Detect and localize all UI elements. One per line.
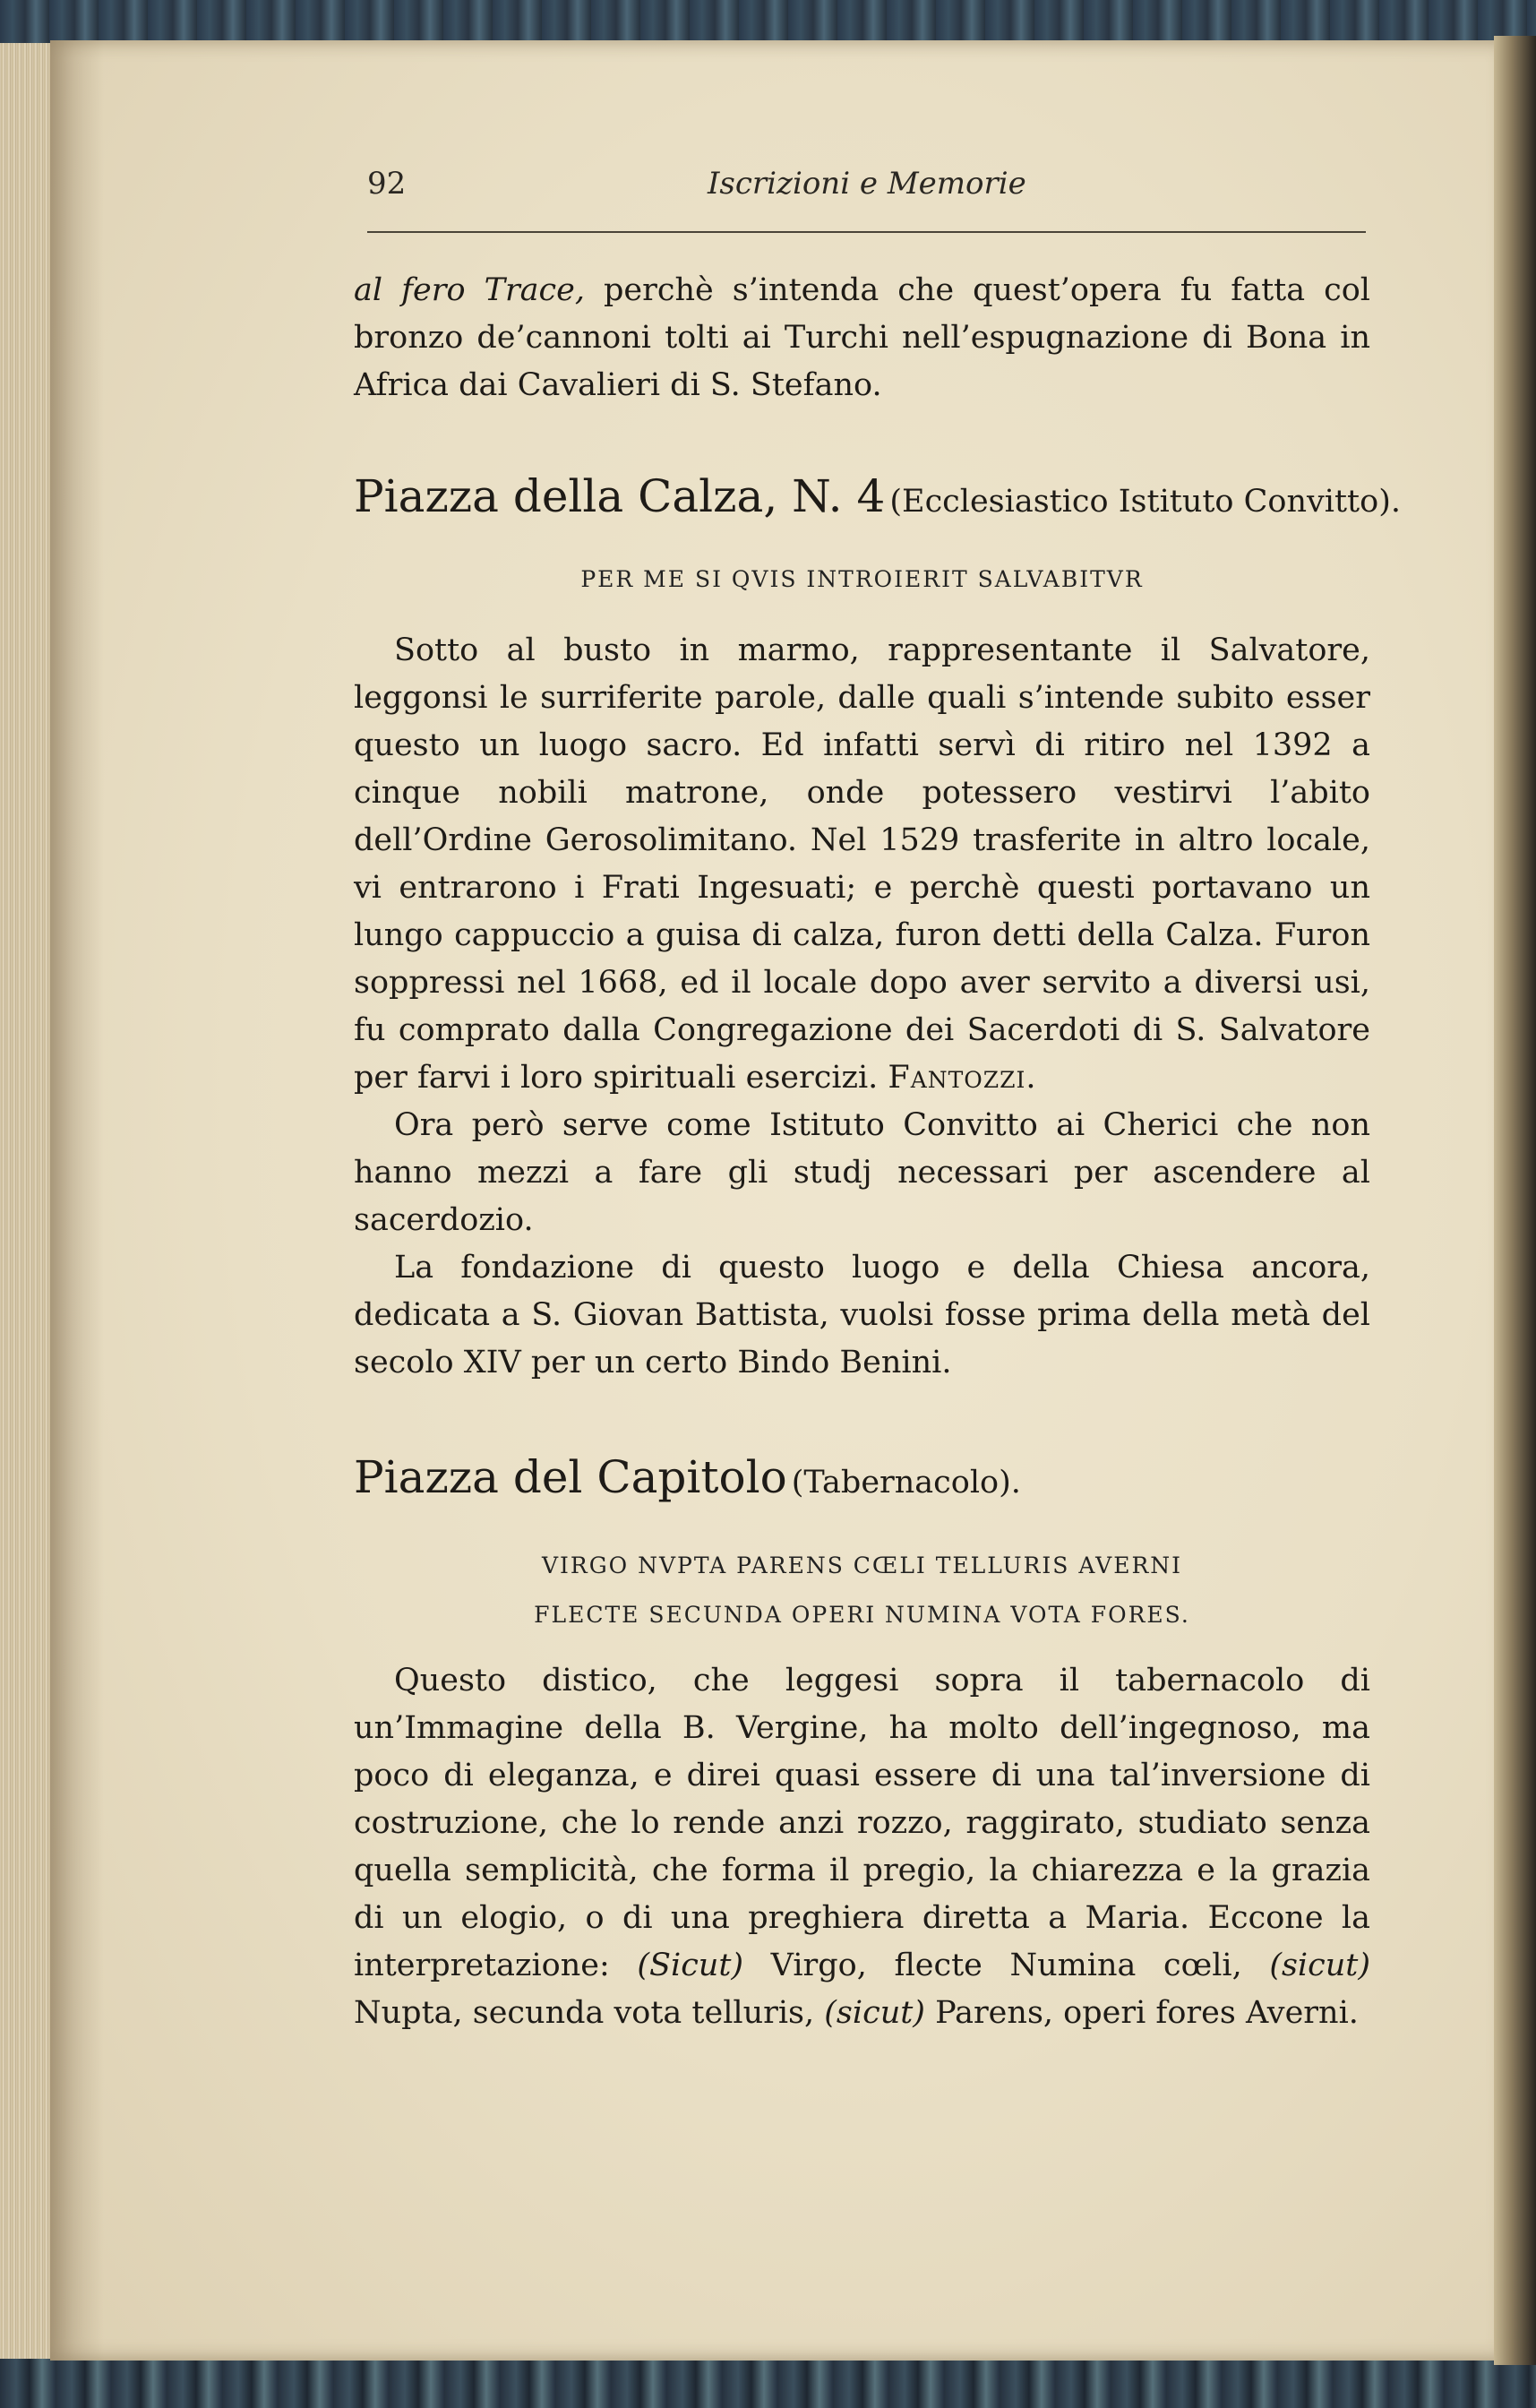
section1-paragraph1-text: Sotto al busto in marmo, rappresentante il Salvatore, leggonsi le surriferite parole, dalle quali s’intende subito esser questo un luogo sacro. Ed infatti servì di ritiro nel 1392 a cinque nobili matrone, onde potessero vestirvi l’abito dell’Ordine Gerosolimitano. Nel 1529 trasferite in altro locale, vi entrarono i Frati Ingesuati; e perchè questi portavano un lungo cappuccio a guisa di calza, furon detti della Calza. Furon soppressi nel 1668, ed il locale dopo aver servito a diversi usi, fu comprato dalla Congregazione dei Sacerdoti di S. Salvatore per farvi i loro spirituali esercizi. [354, 632, 1370, 1096]
section1-heading [354, 470, 1401, 522]
interp-sicut-1: (Sicut) [637, 1948, 744, 1983]
page-number: 92 [367, 166, 407, 202]
header-rule [367, 231, 1366, 233]
page-stack-edges [0, 43, 56, 2359]
section1-author: Fantozzi. [888, 1060, 1037, 1096]
interp-phrase-1: Virgo, flecte Numina cœli, [770, 1948, 1242, 1983]
section2-title: Piazza del Capitolo [354, 1451, 787, 1503]
section2-paragraph1-text: Questo distico, che leggesi sopra il tabernacolo di un’Immagine della B. Vergine, ha molto dell’ingegnoso, ma poco di eleganza, e direi quasi essere di una tal’inversione di costruzione, che lo rende anzi rozzo, raggirato, studiato senza quella semplicità, che forma il pregio, la chiarezza e la grazia di un elogio, o di una preghiera diretta a Maria. Eccone la interpretazione: [354, 1663, 1370, 1983]
section2-inscription-line1: VIRGO NVPTA PARENS CŒLI TELLURIS AVERNI [541, 1552, 1183, 1578]
section1-subtitle: (Ecclesiastico Istituto Convitto). [889, 484, 1401, 520]
section1-title: Piazza della Calza, N. 4 [354, 470, 886, 522]
continuation-text: perchè s’intenda che quest’opera fu fatta col bronzo de’cannoni tolti ai Turchi nell’espugnazione di Bona in Africa dai Cavalieri di S. Stefano. [354, 272, 1370, 403]
interp-phrase-2: Nupta, secunda vota telluris, [354, 1995, 815, 2031]
running-head [367, 166, 1366, 228]
running-title: Iscrizioni e Memorie [708, 166, 1026, 202]
section1-body [354, 627, 1370, 1387]
continuation-paragraph [354, 267, 1370, 409]
section1-inscription: PER ME SI QVIS INTROIERIT SALVABITVR [580, 566, 1144, 592]
section2-heading [354, 1451, 1021, 1503]
binding-shadow [50, 40, 104, 2361]
section2-paragraph1 [354, 1657, 1370, 2037]
interp-phrase-3: Parens, operi fores Averni. [935, 1995, 1359, 2031]
section2-body [354, 1657, 1370, 2037]
section1-paragraph3: La fondazione di questo luogo e della Chiesa ancora, dedicata a S. Giovan Battista, vuolsi fosse prima della metà del secolo XIV per un certo Bindo Benini. [354, 1250, 1370, 1380]
continuation-italic: al fero Trace, [354, 272, 585, 308]
page-right-edge [1494, 36, 1536, 2365]
interp-sicut-2: (sicut) [1269, 1948, 1370, 1983]
section2-subtitle: (Tabernacolo). [791, 1465, 1021, 1501]
section1-paragraph2: Ora però serve come Istituto Convitto ai Cherici che non hanno mezzi a fare gli studj necessari per ascendere al sacerdozio. [354, 1107, 1370, 1238]
section1-paragraph1 [354, 627, 1370, 1102]
interp-sicut-3: (sicut) [824, 1995, 925, 2031]
section2-inscription-line2: FLECTE SECUNDA OPERI NUMINA VOTA FORES. [534, 1602, 1190, 1628]
